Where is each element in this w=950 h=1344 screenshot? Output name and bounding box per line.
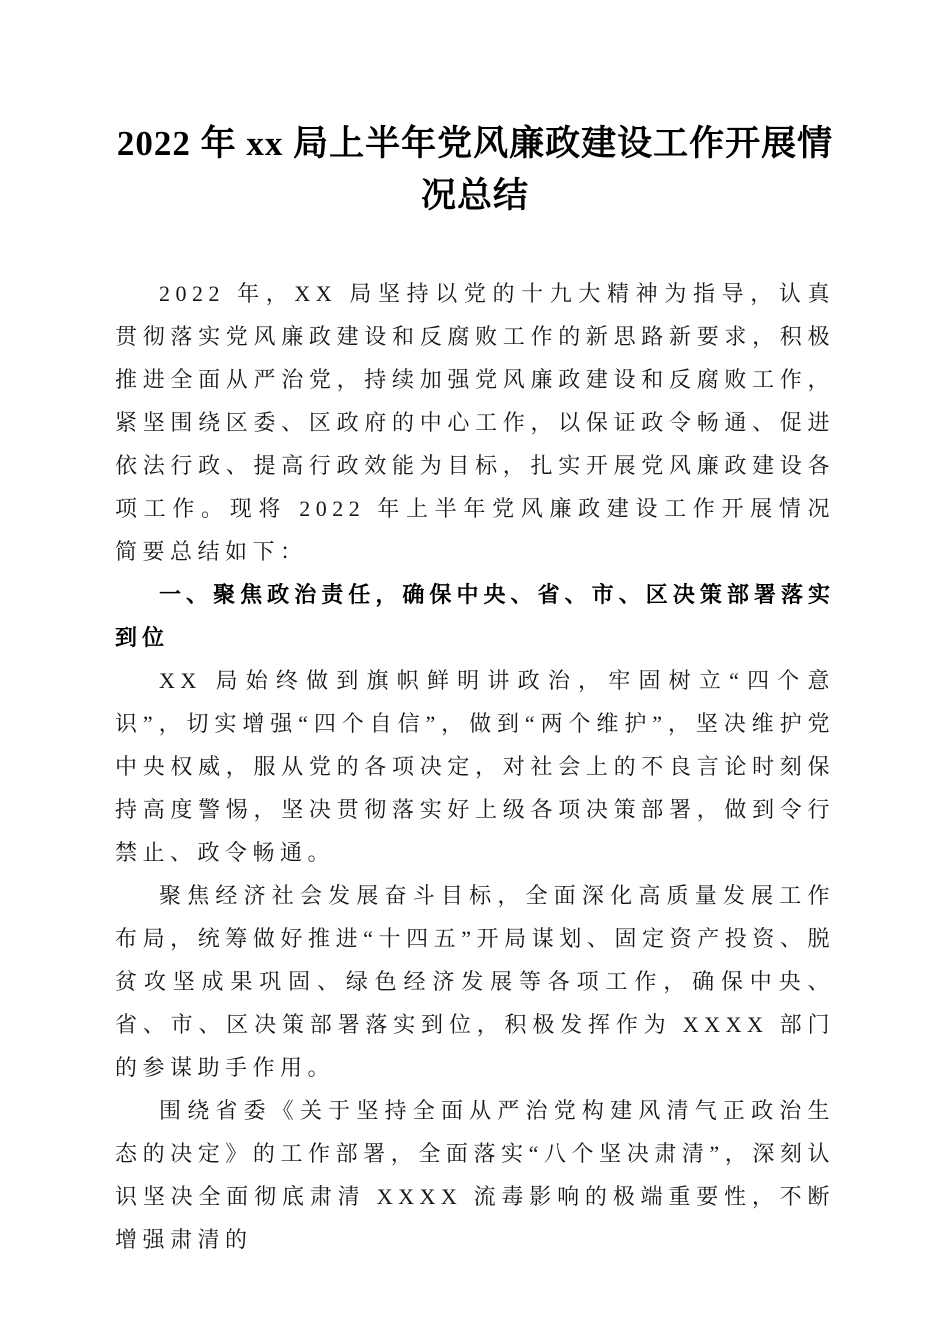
paragraph-political-responsibility: XX 局始终做到旗帜鲜明讲政治，牢固树立“四个意识”，切实增强“四个自信”，做到“两个维护”，坚决维护党中央权威，服从党的各项决定，对社会上的不良言论时刻保持高度警惕，坚决贯彻落实好上级各项决策部署，做到令行禁止、政令畅通。 [115,668,835,865]
document-title: 2022 年 xx 局上半年党风廉政建设工作开展情况总结 [116,124,834,215]
section-heading-1: 一、聚焦政治责任，确保中央、省、市、区决策部署落实到位 [115,582,835,650]
document-body [115,272,835,1261]
paragraph-economic-development: 聚焦经济社会发展奋斗目标，全面深化高质量发展工作布局，统筹做好推进“十四五”开局谋划、固定资产投资、脱贫攻坚成果巩固、绿色经济发展等各项工作，确保中央、省、市、区决策部署落实到位，积极发挥作为 XXXX 部门的参谋助手作用。 [115,883,835,1080]
paragraph-provincial-committee: 围绕省委《关于坚持全面从严治党构建风清气正政治生态的决定》的工作部署，全面落实“八个坚决肃清”，深刻认识坚决全面彻底肃清 XXXX 流毒影响的极端重要性，不断增强肃清的 [115,1098,835,1252]
paragraph-intro: 2022 年，XX 局坚持以党的十九大精神为指导，认真贯彻落实党风廉政建设和反腐败工作的新思路新要求，积极推进全面从严治党，持续加强党风廉政建设和反腐败工作，紧坚围绕区委、区政府的中心工作，以保证政令畅通、促进依法行政、提高行政效能为目标，扎实开展党风廉政建设各项工作。现将 2022 年上半年党风廉政建设工作开展情况简要总结如下： [115,281,835,564]
